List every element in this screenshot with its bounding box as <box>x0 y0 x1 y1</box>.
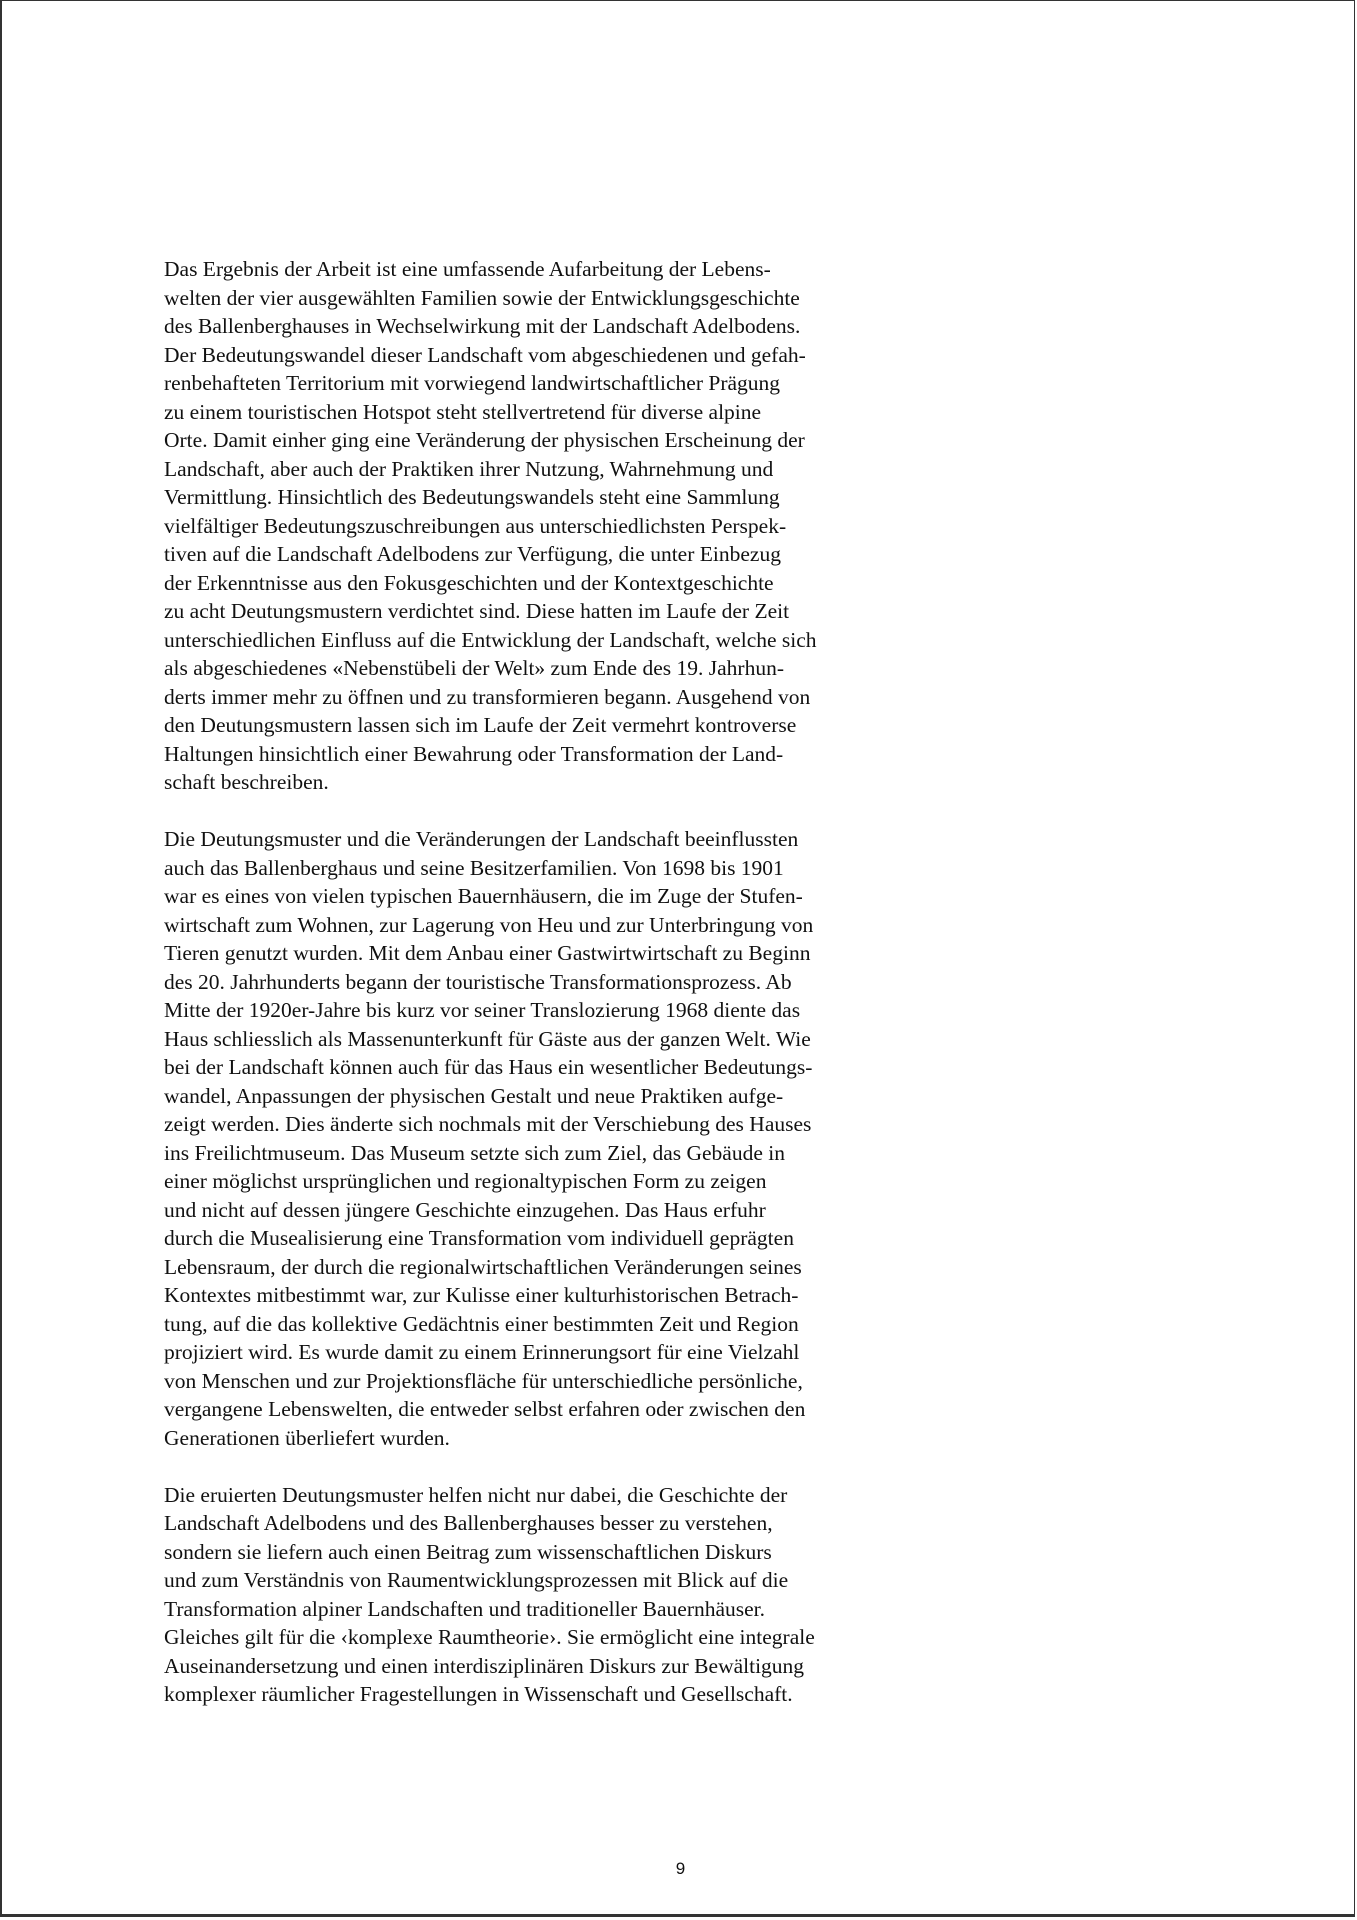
text-line: Haus schliesslich als Massenunterkunft für Gäste aus der ganzen Welt. Wie <box>164 1026 811 1051</box>
text-line: Das Ergebnis der Arbeit ist eine umfassende Aufarbeitung der Lebens- <box>164 257 771 281</box>
body-text <box>164 255 884 1737</box>
text-line: Die eruierten Deutungsmuster helfen nicht nur dabei, die Geschichte der <box>164 1482 788 1507</box>
text-line: projiziert wird. Es wurde damit zu einem Erinnerungsort für eine Vielzahl <box>164 1340 800 1364</box>
text-line: Gleiches gilt für die ‹komplexe Raumtheorie›. Sie ermöglicht eine integrale <box>164 1625 815 1649</box>
text-line: Landschaft, aber auch der Praktiken ihrer Nutzung, Wahrnehmung und <box>164 456 774 481</box>
text-line: Auseinandersetzung und einen interdisziplinären Diskurs zur Bewältigung <box>164 1653 805 1678</box>
text-line: Die Deutungsmuster und die Veränderungen der Landschaft beeinflussten <box>164 827 799 851</box>
text-line: vergangene Lebenswelten, die entweder selbst erfahren oder zwischen den <box>164 1397 806 1421</box>
text-line: unterschiedlichen Einfluss auf die Entwicklung der Landschaft, welche sich <box>164 627 817 652</box>
text-line: auch das Ballenberghaus und seine Besitzerfamilien. Von 1698 bis 1901 <box>164 855 784 880</box>
text-line: zeigt werden. Dies änderte sich nochmals mit der Verschiebung des Hauses <box>164 1112 812 1136</box>
text-line: Landschaft Adelbodens und des Ballenberghauses besser zu verstehen, <box>164 1511 773 1535</box>
text-line: ins Freilichtmuseum. Das Museum setzte sich zum Ziel, das Gebäude in <box>164 1140 785 1165</box>
paragraph <box>164 1481 884 1709</box>
text-line: Der Bedeutungswandel dieser Landschaft vom abgeschiedenen und gefah- <box>164 342 806 367</box>
text-line: und nicht auf dessen jüngere Geschichte einzugehen. Das Haus erfuhr <box>164 1197 766 1222</box>
text-line: sondern sie liefern auch einen Beitrag zum wissenschaftlichen Diskurs <box>164 1539 772 1564</box>
text-line: renbehafteten Territorium mit vorwiegend landwirtschaftlicher Prägung <box>164 371 781 395</box>
text-line: Transformation alpiner Landschaften und traditioneller Bauernhäuser. <box>164 1596 766 1621</box>
text-line: Vermittlung. Hinsichtlich des Bedeutungswandels steht eine Sammlung <box>164 485 780 509</box>
text-line: war es eines von vielen typischen Bauernhäusern, die im Zuge der Stufen- <box>164 884 803 908</box>
text-line: einer möglichst ursprünglichen und regionaltypischen Form zu zeigen <box>164 1169 767 1193</box>
page-number: 9 <box>675 1859 686 1878</box>
text-line: wandel, Anpassungen der physischen Gestalt und neue Praktiken aufge- <box>164 1083 784 1108</box>
text-line: zu einem touristischen Hotspot steht stellvertretend für diverse alpine <box>164 399 762 424</box>
text-line: Mitte der 1920er-Jahre bis kurz vor seiner Translozierung 1968 diente das <box>164 998 801 1022</box>
paragraph <box>164 255 884 797</box>
text-line: des 20. Jahrhunderts begann der touristische Transformationsprozess. Ab <box>164 969 792 994</box>
text-line: vielfältiger Bedeutungszuschreibungen aus unterschiedlichsten Perspek- <box>164 513 787 538</box>
text-line: wirtschaft zum Wohnen, zur Lagerung von Heu und zur Unterbringung von <box>164 912 814 937</box>
text-line: zu acht Deutungsmustern verdichtet sind. Diese hatten im Laufe der Zeit <box>164 599 790 623</box>
text-line: durch die Musealisierung eine Transformation vom individuell geprägten <box>164 1226 794 1250</box>
text-line: der Erkenntnisse aus den Fokusgeschichten und der Kontextgeschichte <box>164 570 774 595</box>
text-line: derts immer mehr zu öffnen und zu transformieren begann. Ausgehend von <box>164 684 811 709</box>
text-line: Kontextes mitbestimmt war, zur Kulisse einer kulturhistorischen Betrach- <box>164 1283 799 1307</box>
text-line: schaft beschreiben. <box>164 770 329 794</box>
text-line: Generationen überliefert wurden. <box>164 1425 450 1450</box>
text-line: Tieren genutzt wurden. Mit dem Anbau einer Gastwirtwirtschaft zu Beginn <box>164 941 811 965</box>
text-line: Orte. Damit einher ging eine Veränderung der physischen Erscheinung der <box>164 428 805 452</box>
text-line: komplexer räumlicher Fragestellungen in Wissenschaft und Gesellschaft. <box>164 1682 793 1706</box>
text-line: welten der vier ausgewählten Familien sowie der Entwicklungsgeschichte <box>164 285 800 310</box>
paragraph <box>164 825 884 1452</box>
text-line: Lebensraum, der durch die regionalwirtschaftlichen Veränderungen seines <box>164 1254 802 1279</box>
text-line: und zum Verständnis von Raumentwicklungsprozessen mit Blick auf die <box>164 1568 789 1592</box>
text-line: Haltungen hinsichtlich einer Bewahrung oder Transformation der Land- <box>164 741 784 766</box>
text-line: von Menschen und zur Projektionsfläche für unterschiedliche persönliche, <box>164 1368 803 1393</box>
text-line: tiven auf die Landschaft Adelbodens zur Verfügung, die unter Einbezug <box>164 542 781 566</box>
text-line: als abgeschiedenes «Nebenstübeli der Welt» zum Ende des 19. Jahrhun- <box>164 656 784 680</box>
text-line: den Deutungsmustern lassen sich im Laufe der Zeit vermehrt kontroverse <box>164 713 797 737</box>
text-line: bei der Landschaft können auch für das Haus ein wesentlicher Bedeutungs- <box>164 1055 813 1079</box>
text-line: des Ballenberghauses in Wechselwirkung mit der Landschaft Adelbodens. <box>164 314 801 338</box>
text-line: tung, auf die das kollektive Gedächtnis einer bestimmten Zeit und Region <box>164 1311 799 1336</box>
